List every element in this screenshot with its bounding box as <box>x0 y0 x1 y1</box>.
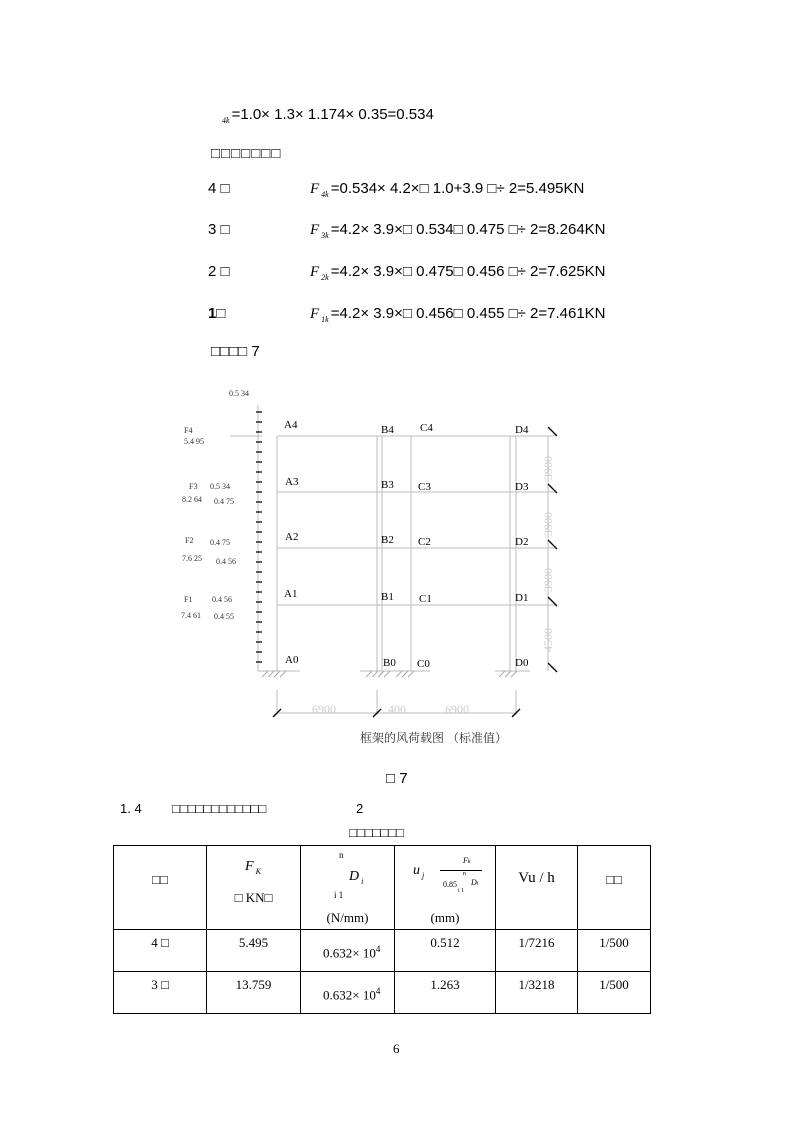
node-label: C2 <box>418 536 431 548</box>
node-label: D0 <box>515 657 529 669</box>
node-label: B0 <box>383 657 396 669</box>
page-number: 6 <box>393 1041 400 1056</box>
node-label: B2 <box>381 534 394 546</box>
figure-label: □ 7 <box>386 770 408 787</box>
floor-label: 3 □ <box>208 221 230 238</box>
height-dimension: 4500 <box>541 628 555 652</box>
span-dimension: 6900 <box>312 702 336 716</box>
formula-expression: =1.0× 1.3× 1.174× 0.35=0.534 <box>231 106 434 123</box>
load-label: 0.5 34 <box>210 482 230 491</box>
load-label: 7.4 61 <box>181 611 201 620</box>
node-label: D1 <box>515 592 529 604</box>
load-label: 0.5 34 <box>229 389 249 398</box>
node-label: C3 <box>418 481 431 493</box>
load-label: F1 <box>184 595 193 604</box>
formula-heading: □□□□□□□ <box>211 145 282 162</box>
node-label: A2 <box>285 531 299 543</box>
node-label: B1 <box>381 591 394 603</box>
section-title: □□□□□□□□□□□□ <box>172 801 267 816</box>
header-displacement: u $_j$ Fk n 0.85 Di i 1 (mm) <box>395 846 496 930</box>
node-label: C4 <box>420 422 433 434</box>
header-limit: □□ <box>578 846 651 930</box>
height-dimension: 3900 <box>541 512 555 536</box>
table-title: □□□□□□□ <box>349 825 404 840</box>
node-label: B4 <box>381 424 394 436</box>
node-label: C1 <box>419 593 432 605</box>
load-label: 8.2 64 <box>182 495 202 504</box>
node-label: A0 <box>285 654 299 666</box>
node-label: A1 <box>284 588 298 600</box>
height-dimension: 3900 <box>541 568 555 592</box>
load-label: 0.4 75 <box>214 497 234 506</box>
formula-subscript: 4k <box>222 116 230 125</box>
load-label: 5.4 95 <box>184 437 204 446</box>
header-drift-ratio: Vu / h <box>496 846 578 930</box>
node-label: C0 <box>417 658 430 670</box>
table-row: 4 □ 5.495 $0.632\times 10^4$ 0.512 1/7216 1/500 <box>114 930 651 972</box>
span-dimension: 6900 <box>445 702 469 716</box>
floor-label: 2 □ <box>208 263 230 280</box>
load-label: 0.4 55 <box>214 612 234 621</box>
load-label: 0.4 75 <box>210 538 230 547</box>
section-number: 1. 4 <box>120 801 142 816</box>
header-floor: □□ <box>114 846 207 930</box>
load-label: 7.6 25 <box>182 554 202 563</box>
section-ref: 2 <box>356 801 364 816</box>
node-label: D4 <box>515 424 529 436</box>
drift-table <box>113 845 651 1014</box>
node-label: D2 <box>515 536 529 548</box>
load-label: F3 <box>189 482 198 491</box>
floor-label: 4 □ <box>208 180 230 197</box>
diagram-caption: 框架的风荷载图 （标准值） <box>360 731 508 745</box>
table-row: 3 □ 13.759 $0.632\times 10^4$ 1.263 1/3218 1/500 <box>114 972 651 1014</box>
span-dimension: 400 <box>388 702 406 716</box>
node-label: D3 <box>515 481 529 493</box>
height-dimension: 3900 <box>541 456 555 480</box>
floor-formula: F $_{4k}$ =0.534× 4.2×□ 1.0+3.9 □÷ 2=5.495KN <box>310 180 585 199</box>
load-label: F2 <box>185 536 194 545</box>
load-label: 0.4 56 <box>212 595 232 604</box>
load-label: F4 <box>184 426 193 435</box>
figure-reference-line: □□□□ 7 <box>211 343 260 360</box>
node-label: A4 <box>284 419 298 431</box>
floor-formula: F $_{2k}$ =4.2× 3.9×□ 0.475□ 0.456 □÷ 2=7.625KN <box>310 263 606 282</box>
floor-formula: F $_{1k}$ =4.2× 3.9×□ 0.456□ 0.455 □÷ 2=7.461KN <box>310 305 606 324</box>
header-stiffness: n D $_i$ i 1 (N/mm) <box>301 846 395 930</box>
node-label: A3 <box>285 476 299 488</box>
node-label: B3 <box>381 479 394 491</box>
header-force: F $_K$ □ KN□ <box>207 846 301 930</box>
floor-label: 1□ <box>208 305 226 322</box>
load-label: 0.4 56 <box>216 557 236 566</box>
floor-formula: F $_{3k}$ =4.2× 3.9×□ 0.534□ 0.475 □÷ 2=8.264KN <box>310 221 606 240</box>
